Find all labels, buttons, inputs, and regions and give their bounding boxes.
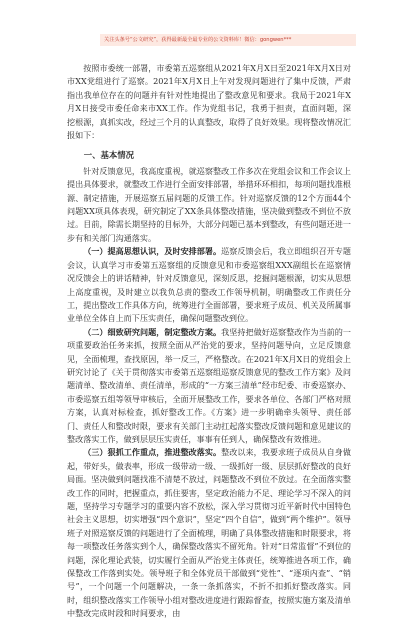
subsection2-text: 我坚持把做好巡察整改作为当前的一项重要政治任务来抓，按照全面从严治党的要求，坚持问题导向，立足反馈意见，全面梳理，查找原因，举一反三，严格整改。在2021年X月X日的党组会上研究讨论了《关于贯彻落实市委第五巡察组巡察反馈意见的整改工作方案》及问题清单、整改清单、责任清单，形成的“一方案三清单”经市纪委、市委巡察办、市委巡察五组等领导审核后，全面开展整改工作，要求各单位、各部门严格对照方案，认真对标检查，抓好整改工作。《方案》进一步明确牵头领导、责任部门、责任人和整改时限，要求有关部门主动扛起落实整改反馈问题和意见建议的整改落实工作，做到层层压实责任，事事有任到人，确保整改有效推进。 — [67, 326, 351, 444]
subsection1-paragraph — [67, 245, 351, 325]
subsection1-text: 巡察反馈会后，我立即组织召开专题会议，认真学习市委第五巡察组的反馈意见和市委巡察组XXX副组长在巡察情况反馈会上的讲话精神，针对反馈意见，深刻反思，挖掘问题根源，切实从思想上高度重视，及时建立以我负总责的整改工作领导机制，明确整改工作责任分工，提出整改工作具体方向，统筹进行全面部署，要求班子成员、机关及所属事业单位全体自上而下压实责任，确保问题整改到位。 — [67, 246, 351, 324]
subsection3-text: 整改以来，我要求班子成员从自身做起，带好头，做表率，形成一级带动一级、一级抓好一级、层层抓好整改的良好局面。坚决做到问题找准不清楚不放过，问题整改不到位不放过。在全面落实整改工作的同时，把握重点，抓住要害，坚定政治能力不足、理论学习不深入的问题，坚持学习专题学习的重要内容不放松，深入学习贯彻习近平新时代中国特色社会主义思想，切实增强“四个意识”，坚定“四个自信”，做到“两个维护”。领导班子对照巡察反馈的问题进行了全面梳理，明确了具体整改措施和时限要求，将每一项整改任务落实到个人，确保整改落实不留死角。针对“日常监督”不到位的问题，深化理论武装，切实履行全面从严治党主体责任，统筹推进各项工作，确保整改工作落到实处。领导班子和全体党员干部做到“党性”、“逐项内查”、“销号”，一个问题一个问题解决，一条一条抓落实，不折不扣抓好整改落实。同时，组织整改落实工作领导小组对整改进度进行跟踪督查，按照实施方案及清单中整改完成时段和时间要求，由 — [67, 447, 351, 619]
subsection1-title: （一）提高思想认识，及时安排部署。 — [83, 246, 222, 257]
section-heading-basic-situation: 一、基本情况 — [83, 150, 135, 161]
document-body — [67, 62, 351, 621]
subsection3-title: （三）狠抓工作重点，推进整改落实。 — [83, 447, 222, 458]
intro-paragraph: 按照市委统一部署，市委第五巡察组从2021年X月X日至2021年X月X日对市XX党组进行了巡察。2021年X月X日上午对发现问题进行了集中反馈，严肃指出我单位存在的问题并有针对性地提出了整改意见和要求。我局于2021年X月X日接受市委任命来市XX工作。作为党组书记，我勇于担责，直面问题，深挖根源，真抓实改，经过三个月的认真整改，取得了良好效果。现将整改情况汇报如下： — [67, 63, 351, 141]
subsection3-paragraph — [67, 446, 351, 620]
section1-paragraph: 针对反馈意见，我高度重视，就巡察整改工作多次在党组会议和工作会议上提出具体要求，就整改工作进行全面安排部署，举措环环相扣，每项问题找准根源、制定措施，开展巡察五届问题的反馈工作。针对巡察反馈的12个方面44个问题XX项具体表现，研究制定了XX条具体整改措施，坚决做到整改不到位不放过。目前，除需长期坚持的目标外，大部分问题已基本到整改，有些问题还进一步有和关部门沟通落实。 — [67, 165, 351, 243]
subsection2-paragraph — [67, 326, 351, 447]
top-banner[interactable]: 关注头条号“公文研究”，获得最新最全最专业的公文资料库！微信：gongwen*** — [100, 34, 356, 46]
subsection2-title: （二）细致研究问题，制定整改方案。 — [83, 326, 222, 337]
